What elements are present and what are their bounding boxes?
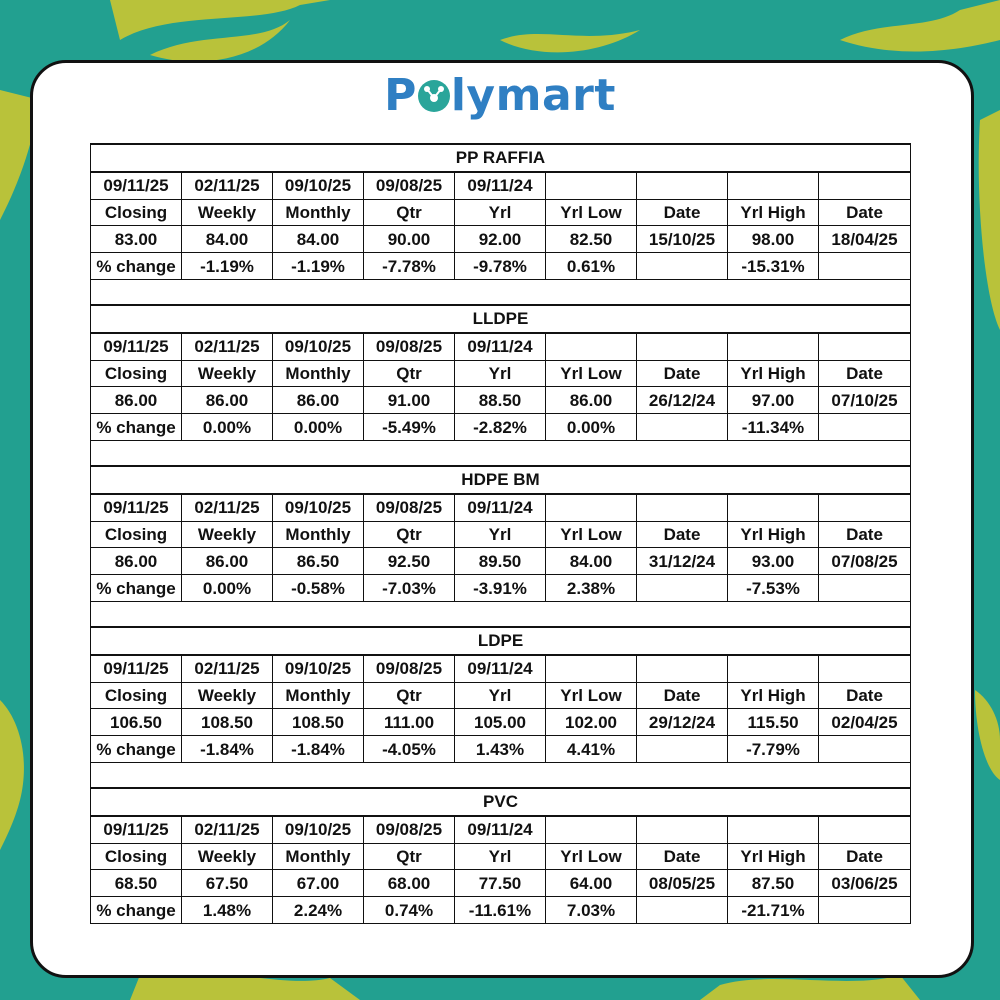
- empty-cell: [819, 172, 911, 199]
- price-cell: 07/08/25: [819, 548, 911, 575]
- price-row: [91, 226, 911, 253]
- price-cell: 67.50: [182, 870, 273, 897]
- date-cell: 09/08/25: [364, 333, 455, 360]
- change-cell: -1.84%: [273, 736, 364, 763]
- date-cell: 09/11/24: [455, 494, 546, 521]
- product-name: PP RAFFIA: [91, 144, 911, 172]
- change-row: [91, 736, 911, 763]
- empty-cell: [728, 172, 819, 199]
- column-header: Monthly: [273, 199, 364, 226]
- column-header: Yrl: [455, 682, 546, 709]
- column-header: Yrl Low: [546, 199, 637, 226]
- price-cell: 102.00: [546, 709, 637, 736]
- column-header: Monthly: [273, 843, 364, 870]
- empty-cell: [546, 494, 637, 521]
- spacer-cell: [91, 440, 911, 466]
- change-cell: [637, 575, 728, 602]
- change-row: [91, 897, 911, 924]
- change-cell: -7.53%: [728, 575, 819, 602]
- column-header: Yrl Low: [546, 682, 637, 709]
- spacer-row: [91, 279, 911, 305]
- column-header: Yrl High: [728, 521, 819, 548]
- date-cell: 09/10/25: [273, 172, 364, 199]
- price-cell: 84.00: [273, 226, 364, 253]
- empty-cell: [819, 655, 911, 682]
- column-header: Date: [819, 521, 911, 548]
- empty-cell: [819, 333, 911, 360]
- column-header: Qtr: [364, 682, 455, 709]
- change-cell: -1.19%: [182, 253, 273, 280]
- price-cell: 98.00: [728, 226, 819, 253]
- change-cell: [637, 736, 728, 763]
- date-cell: 09/11/25: [91, 816, 182, 843]
- empty-cell: [546, 172, 637, 199]
- column-header: Yrl Low: [546, 521, 637, 548]
- column-header-row: [91, 360, 911, 387]
- column-header: Date: [819, 199, 911, 226]
- date-row: [91, 333, 911, 360]
- price-cell: 86.50: [273, 548, 364, 575]
- column-header-row: [91, 521, 911, 548]
- column-header: Weekly: [182, 199, 273, 226]
- product-name: LDPE: [91, 627, 911, 655]
- price-cell: 68.50: [91, 870, 182, 897]
- date-row: [91, 172, 911, 199]
- change-cell: [637, 414, 728, 441]
- column-header-row: [91, 843, 911, 870]
- price-cell: 31/12/24: [637, 548, 728, 575]
- price-cell: 18/04/25: [819, 226, 911, 253]
- price-cell: 86.00: [91, 548, 182, 575]
- change-cell: 0.00%: [182, 414, 273, 441]
- price-table: [90, 143, 911, 924]
- date-cell: 09/10/25: [273, 655, 364, 682]
- change-cell: -7.03%: [364, 575, 455, 602]
- change-cell: -3.91%: [455, 575, 546, 602]
- column-header: Date: [637, 682, 728, 709]
- date-cell: 09/11/24: [455, 655, 546, 682]
- price-cell: 92.50: [364, 548, 455, 575]
- empty-cell: [637, 333, 728, 360]
- column-header: Date: [819, 843, 911, 870]
- change-cell: [637, 253, 728, 280]
- price-row: [91, 870, 911, 897]
- change-cell: 0.61%: [546, 253, 637, 280]
- date-cell: 09/11/25: [91, 172, 182, 199]
- column-header: Monthly: [273, 521, 364, 548]
- date-cell: 09/11/25: [91, 655, 182, 682]
- date-row: [91, 655, 911, 682]
- change-cell: 2.38%: [546, 575, 637, 602]
- price-cell: 105.00: [455, 709, 546, 736]
- change-cell: -7.79%: [728, 736, 819, 763]
- change-cell: -0.58%: [273, 575, 364, 602]
- date-cell: 09/11/24: [455, 333, 546, 360]
- change-cell: 4.41%: [546, 736, 637, 763]
- product-name: LLDPE: [91, 305, 911, 333]
- brand-logo: [0, 70, 1000, 121]
- column-header: Closing: [91, 199, 182, 226]
- date-cell: 09/08/25: [364, 172, 455, 199]
- column-header: Weekly: [182, 360, 273, 387]
- date-cell: 09/11/24: [455, 816, 546, 843]
- price-row: [91, 709, 911, 736]
- price-cell: 89.50: [455, 548, 546, 575]
- price-cell: 07/10/25: [819, 387, 911, 414]
- price-cell: 86.00: [273, 387, 364, 414]
- column-header: Closing: [91, 360, 182, 387]
- column-header-row: [91, 682, 911, 709]
- change-cell: 0.00%: [546, 414, 637, 441]
- empty-cell: [728, 655, 819, 682]
- date-cell: 09/10/25: [273, 816, 364, 843]
- change-cell: 7.03%: [546, 897, 637, 924]
- empty-cell: [546, 333, 637, 360]
- price-cell: 97.00: [728, 387, 819, 414]
- change-cell: -5.49%: [364, 414, 455, 441]
- date-cell: 02/11/25: [182, 333, 273, 360]
- product-title-row: [91, 627, 911, 655]
- column-header: Closing: [91, 843, 182, 870]
- spacer-cell: [91, 762, 911, 788]
- date-cell: 09/08/25: [364, 494, 455, 521]
- change-cell: 0.00%: [182, 575, 273, 602]
- product-name: HDPE BM: [91, 466, 911, 494]
- price-cell: 08/05/25: [637, 870, 728, 897]
- empty-cell: [546, 655, 637, 682]
- change-cell: % change: [91, 414, 182, 441]
- change-cell: [819, 575, 911, 602]
- column-header: Date: [637, 843, 728, 870]
- price-cell: 86.00: [91, 387, 182, 414]
- change-cell: -15.31%: [728, 253, 819, 280]
- column-header: Yrl: [455, 199, 546, 226]
- change-cell: -2.82%: [455, 414, 546, 441]
- date-cell: 09/11/25: [91, 494, 182, 521]
- column-header: Closing: [91, 682, 182, 709]
- column-header: Monthly: [273, 360, 364, 387]
- empty-cell: [637, 655, 728, 682]
- brand-suffix: lymart: [450, 70, 616, 121]
- date-cell: 09/11/25: [91, 333, 182, 360]
- price-cell: 64.00: [546, 870, 637, 897]
- column-header: Qtr: [364, 521, 455, 548]
- price-cell: 108.50: [273, 709, 364, 736]
- price-cell: 82.50: [546, 226, 637, 253]
- price-cell: 86.00: [182, 387, 273, 414]
- price-cell: 15/10/25: [637, 226, 728, 253]
- price-row: [91, 387, 911, 414]
- change-cell: -9.78%: [455, 253, 546, 280]
- column-header: Yrl High: [728, 360, 819, 387]
- price-cell: 77.50: [455, 870, 546, 897]
- change-cell: [819, 253, 911, 280]
- column-header: Weekly: [182, 682, 273, 709]
- change-cell: -11.34%: [728, 414, 819, 441]
- price-cell: 86.00: [182, 548, 273, 575]
- price-cell: 90.00: [364, 226, 455, 253]
- price-cell: 111.00: [364, 709, 455, 736]
- change-cell: -1.19%: [273, 253, 364, 280]
- empty-cell: [546, 816, 637, 843]
- price-cell: 02/04/25: [819, 709, 911, 736]
- change-cell: -21.71%: [728, 897, 819, 924]
- change-row: [91, 253, 911, 280]
- price-cell: 68.00: [364, 870, 455, 897]
- product-title-row: [91, 144, 911, 172]
- column-header: Yrl High: [728, 199, 819, 226]
- column-header: Date: [819, 360, 911, 387]
- spacer-row: [91, 601, 911, 627]
- date-cell: 09/08/25: [364, 816, 455, 843]
- change-row: [91, 575, 911, 602]
- price-cell: 83.00: [91, 226, 182, 253]
- change-cell: [819, 736, 911, 763]
- column-header: Date: [637, 360, 728, 387]
- date-cell: 02/11/25: [182, 494, 273, 521]
- column-header-row: [91, 199, 911, 226]
- price-cell: 88.50: [455, 387, 546, 414]
- column-header: Date: [637, 521, 728, 548]
- change-cell: 2.24%: [273, 897, 364, 924]
- price-cell: 84.00: [546, 548, 637, 575]
- column-header: Weekly: [182, 521, 273, 548]
- date-row: [91, 816, 911, 843]
- price-cell: 86.00: [546, 387, 637, 414]
- empty-cell: [819, 494, 911, 521]
- empty-cell: [728, 333, 819, 360]
- column-header: Yrl: [455, 843, 546, 870]
- change-cell: 0.74%: [364, 897, 455, 924]
- spacer-row: [91, 762, 911, 788]
- spacer-cell: [91, 601, 911, 627]
- change-cell: -1.84%: [182, 736, 273, 763]
- polymer-node-icon: [417, 79, 451, 113]
- change-cell: -4.05%: [364, 736, 455, 763]
- date-cell: 02/11/25: [182, 172, 273, 199]
- date-cell: 09/10/25: [273, 494, 364, 521]
- column-header: Date: [637, 199, 728, 226]
- date-cell: 02/11/25: [182, 816, 273, 843]
- column-header: Qtr: [364, 843, 455, 870]
- change-cell: 0.00%: [273, 414, 364, 441]
- price-cell: 93.00: [728, 548, 819, 575]
- column-header: Date: [819, 682, 911, 709]
- change-cell: % change: [91, 897, 182, 924]
- price-cell: 03/06/25: [819, 870, 911, 897]
- date-cell: 09/08/25: [364, 655, 455, 682]
- price-cell: 67.00: [273, 870, 364, 897]
- product-title-row: [91, 305, 911, 333]
- empty-cell: [637, 172, 728, 199]
- date-cell: 02/11/25: [182, 655, 273, 682]
- price-cell: 92.00: [455, 226, 546, 253]
- change-cell: 1.43%: [455, 736, 546, 763]
- change-cell: [637, 897, 728, 924]
- product-title-row: [91, 466, 911, 494]
- empty-cell: [819, 816, 911, 843]
- change-cell: % change: [91, 575, 182, 602]
- empty-cell: [728, 816, 819, 843]
- price-cell: 29/12/24: [637, 709, 728, 736]
- change-cell: -11.61%: [455, 897, 546, 924]
- column-header: Qtr: [364, 199, 455, 226]
- date-row: [91, 494, 911, 521]
- price-row: [91, 548, 911, 575]
- spacer-cell: [91, 279, 911, 305]
- brand-prefix: P: [384, 70, 417, 121]
- change-cell: % change: [91, 736, 182, 763]
- column-header: Weekly: [182, 843, 273, 870]
- column-header: Yrl High: [728, 682, 819, 709]
- empty-cell: [728, 494, 819, 521]
- date-cell: 09/10/25: [273, 333, 364, 360]
- column-header: Yrl: [455, 360, 546, 387]
- change-cell: -7.78%: [364, 253, 455, 280]
- empty-cell: [637, 816, 728, 843]
- price-cell: 108.50: [182, 709, 273, 736]
- column-header: Yrl Low: [546, 843, 637, 870]
- column-header: Monthly: [273, 682, 364, 709]
- column-header: Yrl Low: [546, 360, 637, 387]
- spacer-row: [91, 440, 911, 466]
- product-title-row: [91, 788, 911, 816]
- price-cell: 106.50: [91, 709, 182, 736]
- change-row: [91, 414, 911, 441]
- price-cell: 87.50: [728, 870, 819, 897]
- date-cell: 09/11/24: [455, 172, 546, 199]
- product-name: PVC: [91, 788, 911, 816]
- column-header: Yrl High: [728, 843, 819, 870]
- column-header: Closing: [91, 521, 182, 548]
- price-cell: 26/12/24: [637, 387, 728, 414]
- empty-cell: [637, 494, 728, 521]
- price-cell: 115.50: [728, 709, 819, 736]
- column-header: Yrl: [455, 521, 546, 548]
- price-cell: 91.00: [364, 387, 455, 414]
- column-header: Qtr: [364, 360, 455, 387]
- change-cell: % change: [91, 253, 182, 280]
- change-cell: 1.48%: [182, 897, 273, 924]
- change-cell: [819, 897, 911, 924]
- change-cell: [819, 414, 911, 441]
- price-cell: 84.00: [182, 226, 273, 253]
